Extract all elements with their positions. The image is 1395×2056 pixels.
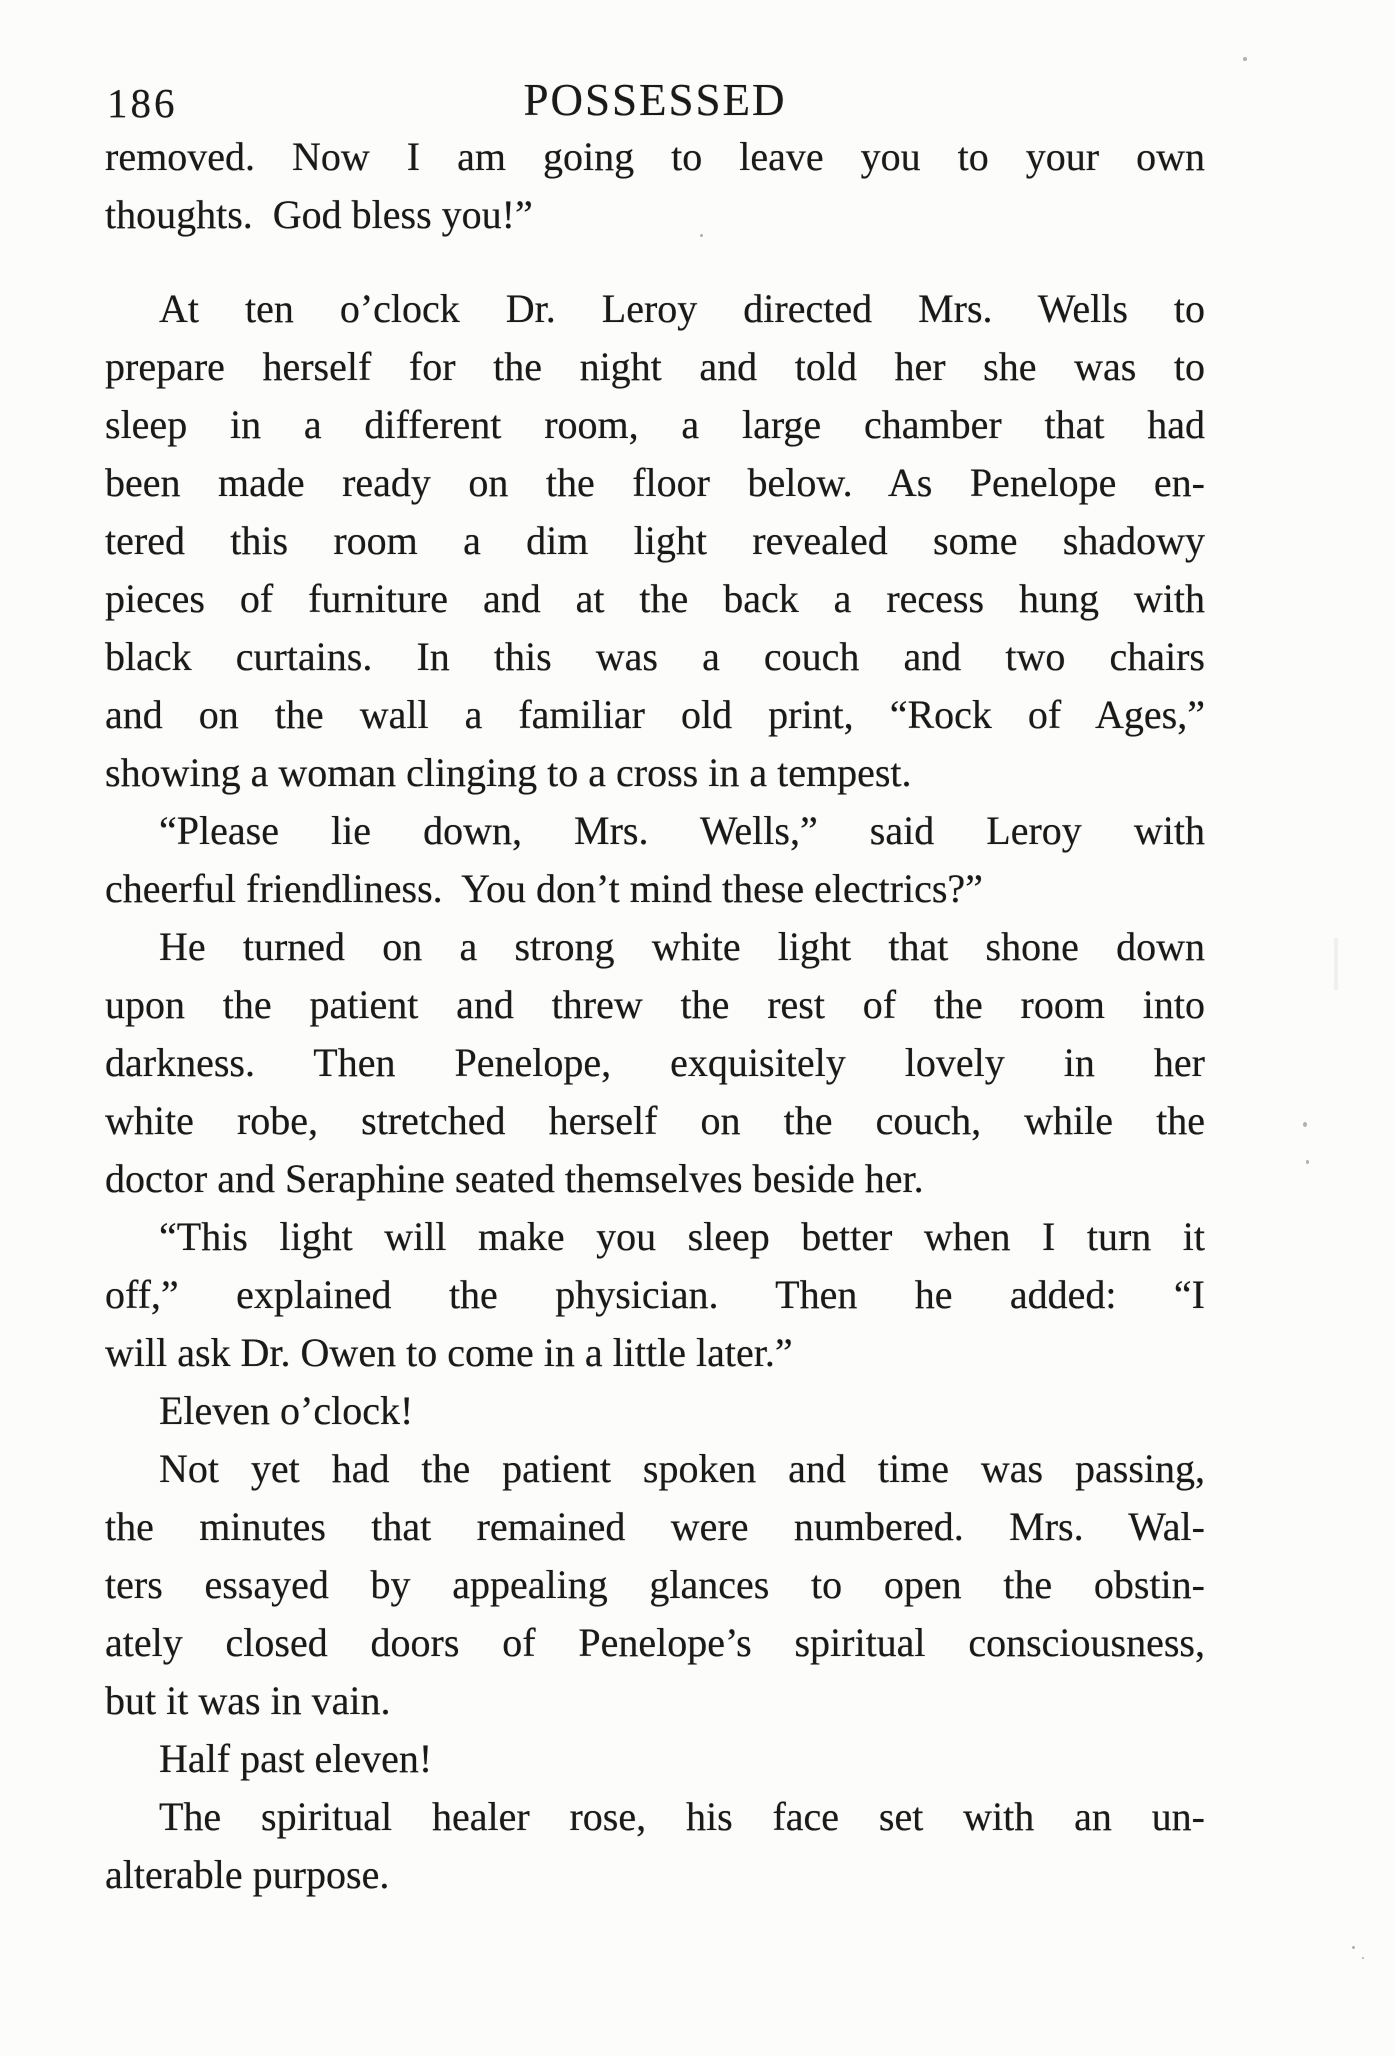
paragraph xyxy=(105,1440,1205,1730)
paragraph xyxy=(105,1382,1205,1440)
text-line: “Please lie down, Mrs. Wells,” said Leroy with xyxy=(159,808,1205,853)
scan-speck xyxy=(1306,1160,1309,1164)
text-line: He turned on a strong white light that shone down xyxy=(159,924,1205,969)
text-line: off,” explained the physician. Then he added: “I xyxy=(105,1272,1205,1317)
scan-speck xyxy=(700,234,703,237)
paragraph xyxy=(105,802,1205,918)
text-line: will ask Dr. Owen to come in a little later.” xyxy=(105,1330,793,1375)
text-line: removed. Now I am going to leave you to your own xyxy=(105,134,1205,179)
paragraph xyxy=(105,280,1205,802)
scan-smudge xyxy=(1334,938,1338,990)
scan-speck xyxy=(1303,1122,1307,1127)
text-line: ters essayed by appealing glances to open the obstin- xyxy=(105,1562,1205,1607)
text-line: alterable purpose. xyxy=(105,1852,390,1897)
text-line: “This light will make you sleep better when I turn it xyxy=(159,1214,1205,1259)
text-line: sleep in a different room, a large chamber that had xyxy=(105,402,1205,447)
page-title: POSSESSED xyxy=(523,75,787,125)
text-line: but it was in vain. xyxy=(105,1678,391,1723)
scan-speck xyxy=(1362,1957,1364,1959)
running-header xyxy=(105,74,1205,128)
paragraph xyxy=(105,1730,1205,1788)
text-line: white robe, stretched herself on the couch, while the xyxy=(105,1098,1205,1143)
text-line: Not yet had the patient spoken and time was passing, xyxy=(159,1446,1205,1491)
text-line: upon the patient and threw the rest of the room into xyxy=(105,982,1205,1027)
text-line: prepare herself for the night and told her she was to xyxy=(105,344,1205,389)
text-line: tered this room a dim light revealed some shadowy xyxy=(105,518,1205,563)
text-line: the minutes that remained were numbered. Mrs. Wal- xyxy=(105,1504,1205,1549)
text-line: showing a woman clinging to a cross in a tempest. xyxy=(105,750,912,795)
text-line: Half past eleven! xyxy=(159,1736,433,1781)
paragraph xyxy=(105,1788,1205,1904)
paragraph xyxy=(105,128,1205,244)
paragraph xyxy=(105,1208,1205,1382)
text-line: cheerful friendliness. You don’t mind these electrics?” xyxy=(105,866,983,911)
scan-speck xyxy=(1243,57,1247,61)
page-number: 186 xyxy=(107,80,178,126)
text-line: and on the wall a familiar old print, “Rock of Ages,” xyxy=(105,692,1205,737)
text-line: doctor and Seraphine seated themselves beside her. xyxy=(105,1156,924,1201)
text-line: been made ready on the floor below. As Penelope en- xyxy=(105,460,1205,505)
text-line: Eleven o’clock! xyxy=(159,1388,414,1433)
text-line: The spiritual healer rose, his face set with an un- xyxy=(159,1794,1205,1839)
text-line: thoughts. God bless you!” xyxy=(105,192,533,237)
text-line: pieces of furniture and at the back a recess hung with xyxy=(105,576,1205,621)
text-line: At ten o’clock Dr. Leroy directed Mrs. Wells to xyxy=(159,286,1205,331)
text-line: black curtains. In this was a couch and two chairs xyxy=(105,634,1205,679)
text-line: darkness. Then Penelope, exquisitely lovely in her xyxy=(105,1040,1205,1085)
page-body xyxy=(105,128,1205,1904)
scan-speck xyxy=(1352,1946,1355,1949)
text-line: ately closed doors of Penelope’s spiritual consciousness, xyxy=(105,1620,1205,1665)
paragraph xyxy=(105,918,1205,1208)
